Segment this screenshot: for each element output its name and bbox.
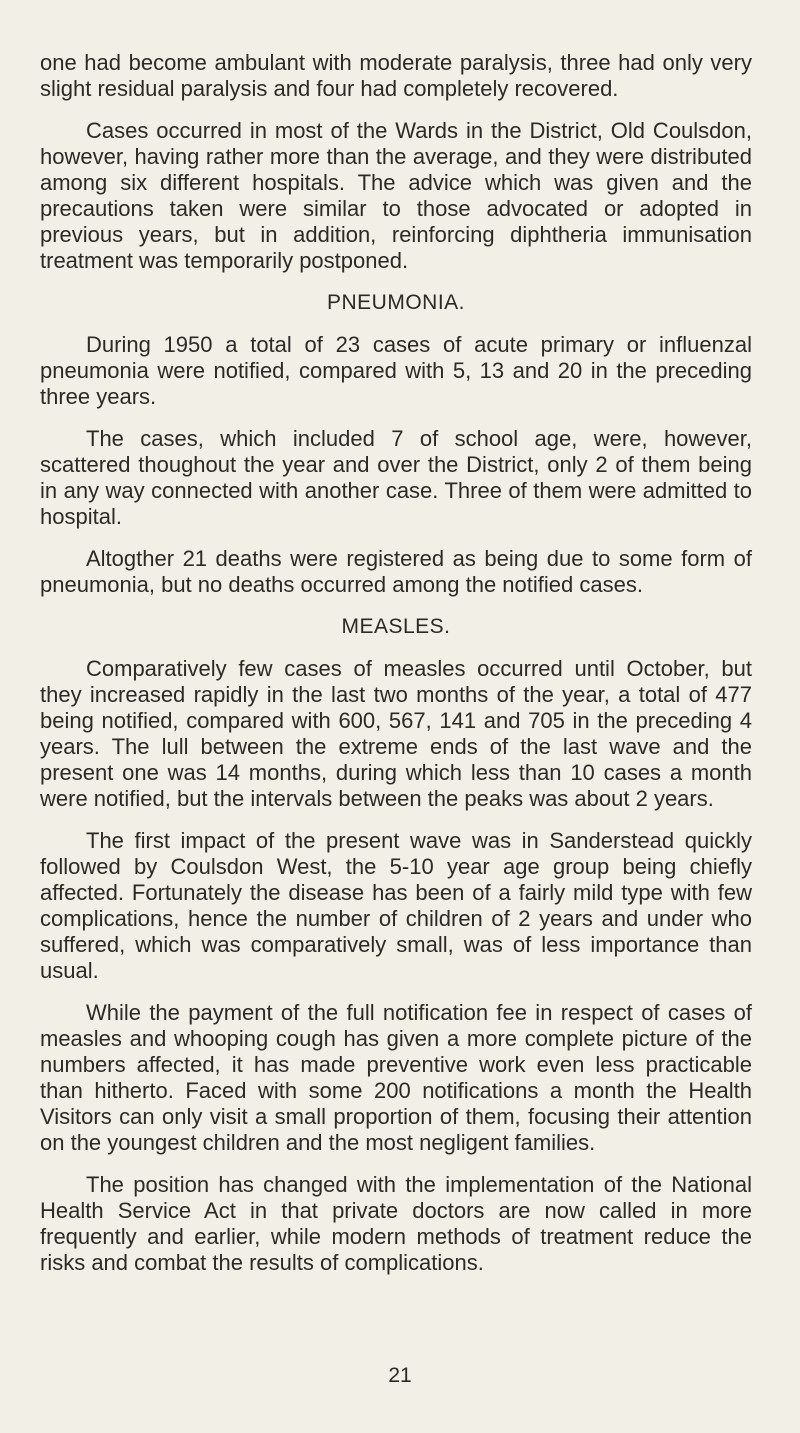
paragraph-pneumonia-2: The cases, which included 7 of school age, were, however, scattered thoughout the year and over the District, only 2 of them being in any way connected with another case. Three of them were admitted to hospital. [40,426,752,529]
paragraph-measles-3: While the payment of the full notification fee in respect of cases of measles and whooping cough has given a more complete picture of the numbers affected, it has made preventive work even less practicable than hitherto. Faced with some 200 notifications a month the Health Visitors can only visit a small proportion of them, focusing their attention on the youngest children and the most negligent families. [40,1000,752,1155]
paragraph-measles-4: The position has changed with the implementation of the National Health Service Act in that private doctors are now called in more frequently and earlier, while modern methods of treatment reduce the risks and combat the results of complications. [40,1172,752,1275]
document-page [40,50,752,1292]
paragraph-cases: Cases occurred in most of the Wards in the District, Old Coulsdon, however, having rather more than the average, and they were distributed among six different hospitals. The advice which was given and the precautions taken were similar to those advocated or adopted in previous years, but in addition, reinforcing diphtheria immunisation treatment was temporarily postponed. [40,118,752,273]
page-number: 21 [388,1364,412,1387]
paragraph-measles-2: The first impact of the present wave was in Sanderstead quickly followed by Coulsdon West, the 5-10 year age group being chiefly affected. Fortunately the disease has been of a fairly mild type with few complications, hence the number of children of 2 years and under who suffered, which was comparatively small, was of less importance than usual. [40,828,752,983]
heading-pneumonia: PNEUMONIA. [326,291,465,314]
paragraph-pneumonia-1: During 1950 a total of 23 cases of acute primary or influenzal pneumonia were notified, compared with 5, 13 and 20 in the preceding three years. [40,332,752,409]
paragraph-intro: one had become ambulant with moderate paralysis, three had only very slight residual paralysis and four had completely recovered. [40,50,752,101]
paragraph-measles-1: Comparatively few cases of measles occurred until October, but they increased rapidly in the last two months of the year, a total of 477 being notified, compared with 600, 567, 141 and 705 in the preceding 4 years. The lull between the extreme ends of the last wave and the present one was 14 months, during which less than 10 cases a month were notified, but the intervals between the peaks was about 2 years. [40,656,752,811]
paragraph-pneumonia-3: Altogther 21 deaths were registered as being due to some form of pneumonia, but no deaths occurred among the notified cases. [40,546,752,597]
heading-measles: MEASLES. [341,615,451,638]
